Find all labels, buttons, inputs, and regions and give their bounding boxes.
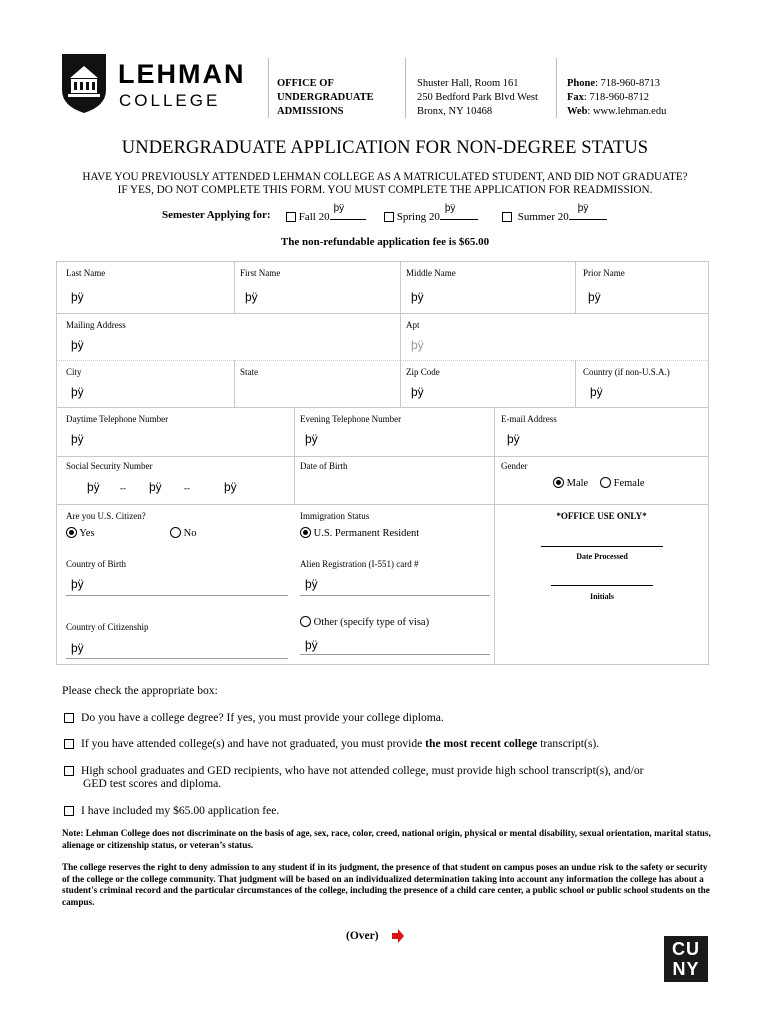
page-title: UNDERGRADUATE APPLICATION FOR NON-DEGREE STATUS bbox=[121, 138, 649, 158]
ssn-field-2[interactable]: þÿ bbox=[149, 480, 162, 494]
prior-name-label: Prior Name bbox=[583, 268, 625, 278]
citizen-label: Are you U.S. Citizen? bbox=[66, 511, 146, 521]
lehman-logo bbox=[60, 52, 250, 116]
highschool-checkbox[interactable] bbox=[64, 766, 74, 776]
fee-checkbox[interactable] bbox=[64, 806, 74, 816]
first-name-label: First Name bbox=[240, 268, 281, 278]
office-line-1: OFFICE OF bbox=[277, 78, 334, 89]
check-item-degree[interactable] bbox=[64, 711, 444, 724]
state-label: State bbox=[240, 367, 258, 377]
citizen-yes-radio[interactable] bbox=[66, 527, 77, 538]
application-form bbox=[56, 261, 709, 665]
cuny-logo-bottom: NY bbox=[672, 959, 700, 979]
arrow-right-icon bbox=[391, 929, 405, 943]
summer-year-value: þÿ bbox=[577, 203, 589, 214]
immigration-label: Immigration Status bbox=[300, 511, 370, 521]
country-field[interactable]: þÿ bbox=[590, 385, 603, 399]
phone-value: : 718-960-8713 bbox=[595, 78, 661, 89]
semester-spring[interactable] bbox=[384, 203, 478, 223]
spring-checkbox[interactable] bbox=[384, 212, 394, 222]
highschool-text-2: GED test scores and diploma. bbox=[83, 777, 222, 790]
summer-checkbox[interactable] bbox=[502, 212, 512, 222]
over-indicator: (Over) bbox=[346, 930, 379, 942]
prior-name-field[interactable]: þÿ bbox=[588, 290, 601, 304]
city-label: City bbox=[66, 367, 82, 377]
city-field[interactable]: þÿ bbox=[71, 385, 84, 399]
attended-text-b: the most recent college bbox=[425, 737, 538, 750]
country-label: Country (if non-U.S.A.) bbox=[583, 367, 670, 377]
permanent-resident-label: U.S. Permanent Resident bbox=[313, 528, 420, 539]
gender-female-label: Female bbox=[613, 478, 645, 489]
country-of-citizenship-field[interactable]: þÿ bbox=[71, 641, 84, 655]
gender-male-radio[interactable] bbox=[553, 477, 564, 488]
dob-label: Date of Birth bbox=[300, 461, 348, 471]
address-block bbox=[417, 77, 538, 119]
summer-label: Summer 20 bbox=[517, 211, 569, 223]
logo-sub: COLLEGE bbox=[119, 91, 221, 110]
cuny-logo-top: CU bbox=[672, 939, 700, 959]
check-item-highschool[interactable] bbox=[64, 764, 643, 790]
fall-year-field[interactable] bbox=[330, 203, 366, 220]
ssn-dash-2: -- bbox=[184, 483, 190, 493]
ssn-label: Social Security Number bbox=[66, 461, 153, 471]
fall-label: Fall 20 bbox=[298, 211, 330, 223]
office-use-label: *OFFICE USE ONLY* bbox=[556, 511, 647, 521]
ssn-dash-1: -- bbox=[120, 483, 126, 493]
fax-value: : 718-960-8712 bbox=[583, 92, 649, 103]
daytime-phone-label: Daytime Telephone Number bbox=[66, 414, 169, 424]
ssn-field-3[interactable]: þÿ bbox=[224, 480, 237, 494]
mailing-address-label: Mailing Address bbox=[66, 320, 126, 330]
address-line-2: 250 Bedford Park Blvd West bbox=[417, 92, 538, 103]
citizen-no-radio[interactable] bbox=[170, 527, 181, 538]
initials-label: Initials bbox=[589, 592, 614, 601]
country-of-birth-label: Country of Birth bbox=[66, 559, 126, 569]
cuny-logo bbox=[664, 936, 708, 982]
attended-checkbox[interactable] bbox=[64, 739, 74, 749]
attended-text-a: If you have attended college(s) and have not graduated, you must provide bbox=[81, 737, 426, 750]
gender-label: Gender bbox=[501, 461, 528, 471]
semester-summer[interactable] bbox=[502, 203, 607, 223]
mailing-address-field[interactable]: þÿ bbox=[71, 338, 84, 352]
degree-text: Do you have a college degree? If yes, you must provide your college diploma. bbox=[81, 711, 444, 724]
gender-male-label: Male bbox=[566, 478, 589, 489]
spring-label: Spring 20 bbox=[396, 211, 440, 223]
fee-notice: The non-refundable application fee is $65.00 bbox=[280, 236, 490, 248]
semester-fall[interactable] bbox=[286, 203, 366, 223]
notice-line-1: HAVE YOU PREVIOUSLY ATTENDED LEHMAN COLLEGE AS A MATRICULATED STUDENT, AND DID NOT GRADUATE? bbox=[82, 171, 688, 183]
ssn-field-1[interactable]: þÿ bbox=[87, 480, 100, 494]
web-label: Web bbox=[567, 106, 588, 117]
country-of-birth-field[interactable]: þÿ bbox=[71, 577, 84, 591]
permanent-resident-option[interactable] bbox=[300, 527, 419, 539]
office-line-3: ADMISSIONS bbox=[277, 106, 344, 117]
degree-checkbox[interactable] bbox=[64, 713, 74, 723]
over-label: Over bbox=[349, 930, 375, 942]
middle-name-field[interactable]: þÿ bbox=[411, 290, 424, 304]
office-line-2: UNDERGRADUATE bbox=[277, 92, 374, 103]
country-of-citizenship-label: Country of Citizenship bbox=[66, 622, 149, 632]
last-name-field[interactable]: þÿ bbox=[71, 290, 84, 304]
notice-line-2: IF YES, DO NOT COMPLETE THIS FORM. YOU MUST COMPLETE THE APPLICATION FOR READMISSION. bbox=[117, 184, 653, 196]
spring-year-value: þÿ bbox=[444, 203, 456, 214]
daytime-phone-field[interactable]: þÿ bbox=[71, 432, 84, 446]
fee-text: I have included my $65.00 application fee. bbox=[81, 804, 280, 817]
gender-male-option[interactable] bbox=[553, 477, 588, 489]
other-visa-option[interactable] bbox=[300, 616, 429, 628]
check-item-attended[interactable] bbox=[64, 737, 599, 750]
email-field[interactable]: þÿ bbox=[507, 432, 520, 446]
evening-phone-label: Evening Telephone Number bbox=[300, 414, 402, 424]
address-line-1: Shuster Hall, Room 161 bbox=[417, 78, 519, 89]
office-block bbox=[277, 77, 374, 119]
semester-label: Semester Applying for: bbox=[162, 209, 271, 221]
fall-checkbox[interactable] bbox=[286, 212, 296, 222]
fax-label: Fax bbox=[567, 92, 584, 103]
gender-female-option[interactable] bbox=[600, 477, 704, 489]
other-visa-label: Other (specify type of visa) bbox=[313, 617, 430, 628]
highschool-text-1: High school graduates and GED recipients, who have not attended college, must provide high school transcript(s), and/or bbox=[81, 764, 644, 777]
other-visa-radio[interactable] bbox=[300, 616, 311, 627]
citizen-no-option[interactable] bbox=[170, 527, 196, 539]
spring-year-field[interactable] bbox=[440, 203, 478, 220]
alien-registration-label: Alien Registration (I-551) card # bbox=[300, 559, 419, 569]
citizen-yes-label: Yes bbox=[79, 528, 95, 539]
gender-female-radio[interactable] bbox=[600, 477, 611, 488]
phone-label: Phone bbox=[567, 78, 596, 89]
apt-label: Apt bbox=[406, 320, 420, 330]
reserve-right-note: The college reserves the right to deny admission to any student if in its judgment, the presence of that student on campus poses an undue risk to the safety or security of the college or the college community. That judgment will be based on an individualized determination taking into account any information the college has about a student's criminal record and the particular circumstances of the college, including the presence of a child care center, a public school or public school students on the campus. bbox=[62, 862, 710, 907]
date-processed-label: Date Processed bbox=[576, 552, 628, 561]
citizen-yes-option[interactable] bbox=[66, 527, 95, 539]
citizen-no-label: No bbox=[183, 528, 197, 539]
lehman-shield-icon bbox=[60, 52, 108, 114]
zip-label: Zip Code bbox=[406, 367, 440, 377]
email-label: E-mail Address bbox=[501, 414, 557, 424]
alien-registration-field[interactable]: þÿ bbox=[305, 577, 318, 591]
attended-text-c: transcript(s). bbox=[537, 737, 600, 750]
web-value: : www.lehman.edu bbox=[587, 106, 667, 117]
contact-block bbox=[567, 77, 666, 119]
check-item-fee[interactable] bbox=[64, 804, 279, 817]
nondiscrimination-note: Note: Lehman College does not discriminate on the basis of age, sex, race, color, creed, national origin, physical or mental disability, sexual orientation, marital status, alienage or citizenship status, or veteran’s status. bbox=[62, 828, 711, 850]
other-visa-field[interactable]: þÿ bbox=[305, 638, 318, 652]
fall-year-value: þÿ bbox=[333, 203, 345, 214]
first-name-field[interactable]: þÿ bbox=[245, 290, 258, 304]
address-line-3: Bronx, NY 10468 bbox=[417, 106, 493, 117]
permanent-resident-radio[interactable] bbox=[300, 527, 311, 538]
zip-field[interactable]: þÿ bbox=[411, 385, 424, 399]
check-intro: Please check the appropriate box: bbox=[62, 684, 218, 697]
logo-name: LEHMAN bbox=[118, 59, 246, 89]
summer-year-field[interactable] bbox=[569, 203, 607, 220]
middle-name-label: Middle Name bbox=[406, 268, 456, 278]
apt-field[interactable]: þÿ bbox=[411, 338, 424, 352]
last-name-label: Last Name bbox=[66, 268, 106, 278]
evening-phone-field[interactable]: þÿ bbox=[305, 432, 318, 446]
